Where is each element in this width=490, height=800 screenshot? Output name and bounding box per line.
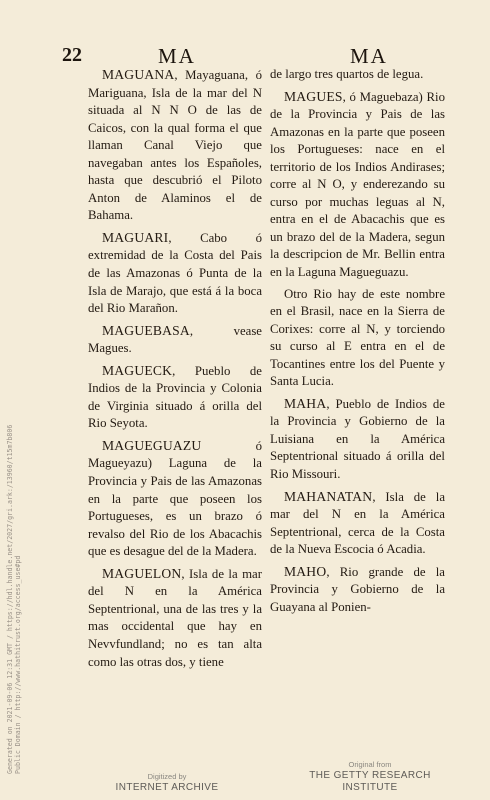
running-head-right: MA — [350, 44, 388, 68]
provenance-gutter — [2, 290, 26, 790]
provenance-text — [6, 274, 22, 774]
page-number: 22 — [62, 44, 82, 66]
entry-term: MAHO — [284, 563, 327, 579]
entry-term: MAGUARI — [102, 229, 169, 245]
entry-text: , Pueblo de Indios de la Provincia y Gobierno de la Luisiana en la América Septentrional situado á orilla del Rio Missouri. — [270, 396, 445, 482]
footer-getty: THE GETTY RESEARCH INSTITUTE — [309, 770, 431, 793]
right-column — [270, 66, 445, 620]
entry-term: MAGUECK — [102, 362, 173, 378]
entry-term: MAGUES — [284, 88, 343, 104]
entry-text: , ó Maguebaza) Rio de la Provincia y Pais de las Amazonas en la parte que poseen los Portugueses: nace en el territorio de los Indios Andirases; corre al N O, y enderezando su curso por muchas leguas al N, entra en el de Abacachis que es un brazo del de la Madera, segun la descripcion de Mr. Bellin entra en la Laguna Magueguazu. — [270, 89, 445, 280]
entry-text: , Cabo ó extremidad de la Costa del Pais de las Amazonas ó Punta de la Isla de Marajo, que está á la boca del Rio Marañon. — [88, 230, 262, 316]
entry-text: , Rio grande de la Provincia y Gobierno de la Guayana al Ponien- — [270, 564, 445, 614]
running-head-left: MA — [158, 44, 196, 68]
footer-digitized-by: Digitized by — [147, 772, 187, 781]
dictionary-entry-magues — [270, 88, 445, 282]
entry-term: MAGUEGUAZU — [102, 437, 202, 453]
footer-original — [290, 760, 450, 794]
entry-term: MAHA — [284, 395, 327, 411]
footer-internet-archive: INTERNET ARCHIVE — [115, 782, 219, 793]
entry-term: MAHANATAN — [284, 488, 373, 504]
provenance-line: Public Domain / http://www.hathitrust.org/access_use#pd — [14, 555, 22, 774]
entry-text: , Mayaguana, ó Mariguana, Isla de la mar del N situada al N N O de las de Caicos, con la qual forma el que llaman Canal Viejo que navegaban antes los Españoles, hasta que descubrió el Piloto Anton de Alaminos el de Bahama. — [88, 68, 262, 223]
entry-paragraph — [270, 286, 445, 391]
entry-text: , Pueblo de Indios de la Provincia y Colonia de Virginia situado á orilla del Rio Seyota. — [88, 363, 262, 431]
entry-text: de largo tres quartos de legua. — [270, 67, 424, 81]
dictionary-entry-maha — [270, 395, 445, 484]
entry-term: MAGUELON — [102, 565, 182, 581]
provenance-line: Generated on 2021-09-06 12:31 GMT / https://hdl.handle.net/2027/gri.ark:/13960/t15m7b806 — [6, 424, 14, 774]
entry-continuation — [270, 66, 445, 84]
left-column — [88, 66, 262, 675]
dictionary-entry-maho — [270, 563, 445, 617]
dictionary-entry-mahanatan — [270, 488, 445, 559]
dictionary-entry-magueguazu — [88, 437, 262, 561]
entry-text: ó Magueyazu) Laguna de la Provincia y Pais de las Amazonas en la parte que poseen los Portugueses, es un brazo ó revalso del Rio de los Abacachis que es desague del de la Madera. — [88, 438, 262, 559]
dictionary-entry-maguari — [88, 229, 262, 318]
entry-text: , vease Magues. — [88, 323, 262, 356]
entry-text: , Isla de la mar del N en la América Septentrional, cerca de la Costa de la Nueva Escocia ó Acadia. — [270, 489, 445, 557]
entry-text: , Isla de la mar del N en la América Septentrional, una de las tres y la mas occidental que hay en Nevvfundland; no es tan alta como las otras dos, y tiene — [88, 566, 262, 669]
entry-text: Otro Rio hay de este nombre en el Brasil, nace en la Sierra de Corixes: corre al N, y torciendo su curso al E entra en el de Tocantines entre los del Puente y Santa Lucia. — [270, 286, 445, 389]
dictionary-entry-maguana — [88, 66, 262, 225]
entry-term: MAGUEBASA — [102, 322, 190, 338]
footer-original-from: Original from — [348, 760, 392, 769]
dictionary-entry-maguebasa — [88, 322, 262, 358]
footer-digitizer — [92, 772, 242, 794]
dictionary-entry-maguelon — [88, 565, 262, 671]
entry-term: MAGUANA — [102, 67, 175, 82]
dictionary-entry-magueck — [88, 362, 262, 433]
